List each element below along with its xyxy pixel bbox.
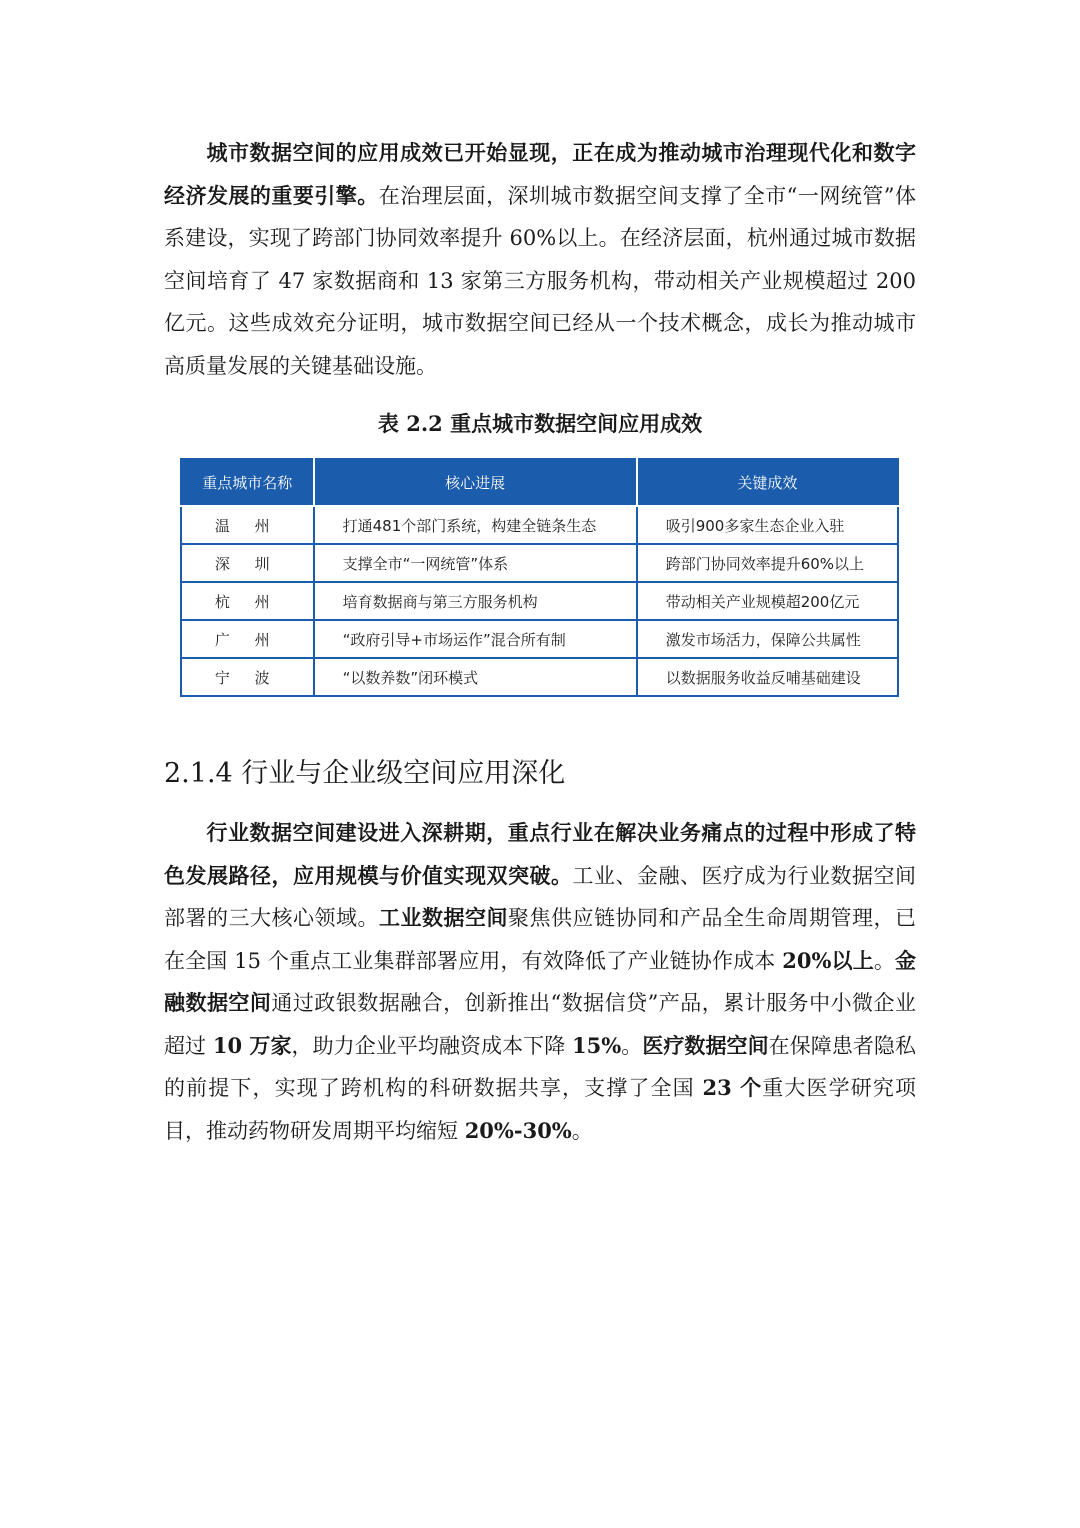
cell-progress: 支撑全市“一网统管”体系	[314, 544, 637, 582]
city-results-table	[180, 458, 899, 697]
table-caption: 表 2.2 重点城市数据空间应用成效	[377, 411, 703, 436]
text-run: 聚焦供应链协同和产品全生命周期管理，已在全国 15 个重点工业集群部署应用，有效降低了产业链协作成本	[164, 906, 916, 973]
table-row	[181, 582, 898, 620]
cell-effect: 跨部门协同效率提升60%以上	[637, 544, 898, 582]
text-run: 重大医学研究项目，推动药物研发周期平均缩短	[164, 1076, 916, 1143]
header-effect: 关键成效	[637, 459, 898, 506]
paragraph-lead-bold: 行业数据空间建设进入深耕期，重点行业在解决业务痛点的过程中形成了特色发展路径，应用规模与价值实现双突破。	[164, 820, 916, 888]
bold-run: 20%-30%	[464, 1117, 572, 1143]
cell-effect: 带动相关产业规模超200亿元	[637, 582, 898, 620]
cell-progress: 打通481个部门系统，构建全链条生态	[314, 506, 637, 544]
section-heading: 2.1.4 行业与企业级空间应用深化	[164, 758, 566, 789]
bold-run: 金融数据空间	[164, 947, 916, 1015]
cell-city: 杭 州	[181, 582, 314, 620]
text-run: 通过政银数据融合，创新推出“数据信贷”产品，累计服务中小微企业超过	[164, 991, 916, 1058]
table-row	[181, 620, 898, 658]
cell-progress: 培育数据商与第三方服务机构	[314, 582, 637, 620]
text-run: 在保障患者隐私的前提下，实现了跨机构的科研数据共享，支撑了全国	[164, 1033, 916, 1100]
bold-run: 医疗数据空间	[642, 1032, 769, 1058]
text-run: 。	[571, 1118, 593, 1143]
bold-run: 10 万家	[212, 1032, 292, 1058]
paragraph-industry-data-space	[164, 812, 916, 1152]
header-progress: 核心进展	[314, 459, 637, 506]
cell-effect: 激发市场活力，保障公共属性	[637, 620, 898, 658]
cell-progress: “政府引导+市场运作”混合所有制	[314, 620, 637, 658]
text-run: 。	[873, 948, 895, 973]
cell-effect: 吸引900多家生态企业入驻	[637, 506, 898, 544]
cell-effect: 以数据服务收益反哺基础建设	[637, 658, 898, 696]
text-run: 。	[621, 1033, 643, 1058]
table-row	[181, 544, 898, 582]
bold-run: 23 个	[702, 1075, 763, 1100]
paragraph-city-data-space-results	[164, 132, 916, 387]
paragraph-lead-bold: 城市数据空间的应用成效已开始显现，正在成为推动城市治理现代化和数字经济发展的重要引擎。	[164, 140, 916, 208]
text-run: 工业、金融、医疗成为行业数据空间部署的三大核心领域。	[164, 863, 916, 930]
table-row	[181, 506, 898, 544]
paragraph-body: 在治理层面，深圳城市数据空间支撑了全市“一网统管”体系建设，实现了跨部门协同效率提升 60%以上。在经济层面，杭州通过城市数据空间培育了 47 家数据商和 13 家第三方服务机构，带动相关产业规模超过 200 亿元。这些成效充分证明，城市数据空间已经从一个技术概念，成长为推动城市高质量发展的关键基础设施。	[164, 183, 916, 378]
bold-run: 15%	[572, 1032, 622, 1058]
header-city: 重点城市名称	[181, 459, 314, 506]
table-header-row	[181, 459, 898, 506]
cell-city: 深 圳	[181, 544, 314, 582]
table-row	[181, 658, 898, 696]
cell-city: 宁 波	[181, 658, 314, 696]
cell-city: 广 州	[181, 620, 314, 658]
cell-city: 温 州	[181, 506, 314, 544]
bold-run: 工业数据空间	[379, 905, 508, 930]
text-run: ，助力企业平均融资成本下降	[291, 1033, 572, 1058]
bold-run: 20%以上	[782, 947, 874, 973]
cell-progress: “以数养数”闭环模式	[314, 658, 637, 696]
